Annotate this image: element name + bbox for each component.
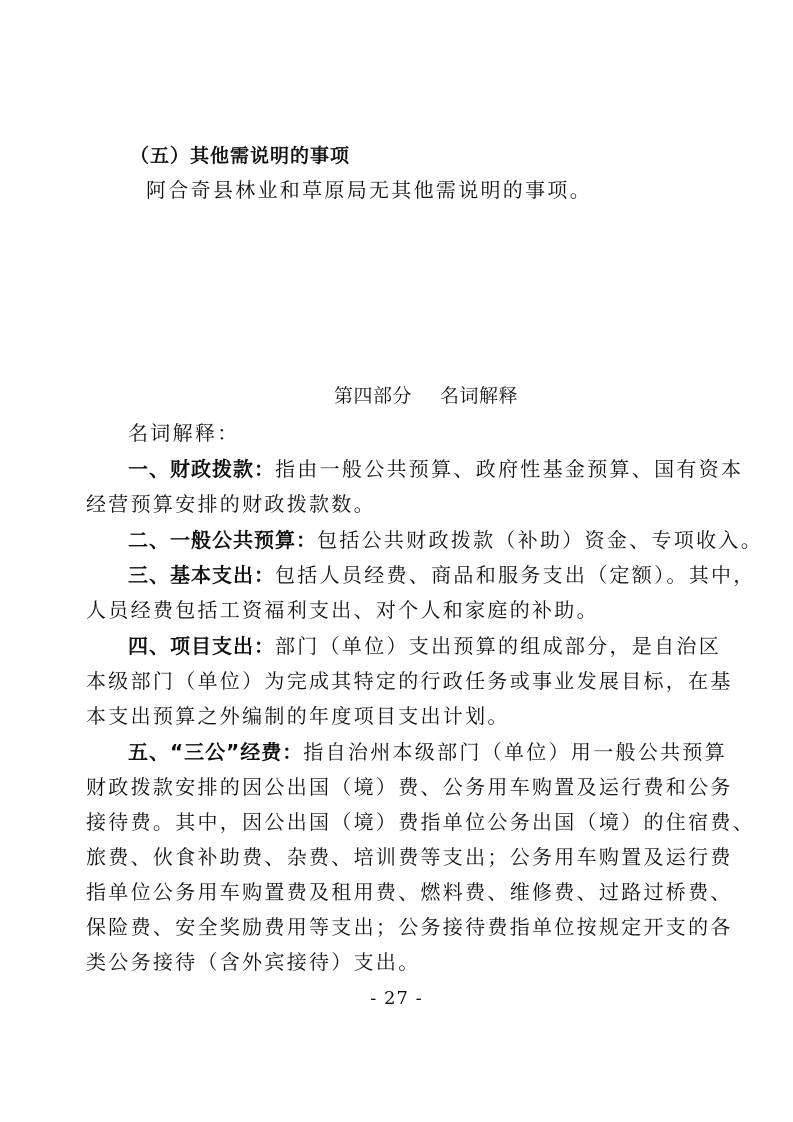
glossary-term-text: 本支出预算之外编制的年度项目支出计划。 <box>86 704 510 728</box>
glossary-term-label: 四、项目支出： <box>128 634 275 658</box>
section-body: 阿合奇县林业和草原局无其他需说明的事项。 <box>146 178 592 202</box>
glossary-term-text: 指由一般公共预算、政府性基金预算、国有资本 <box>275 457 744 481</box>
glossary-term-text: 财政拨款安排的因公出国（境）费、公务用车购置及运行费和公务 <box>86 775 733 799</box>
glossary-term-text: 经营预算安排的财政拨款数。 <box>86 492 376 516</box>
glossary-term-text: 本级部门（单位）为完成其特定的行政任务或事业发展目标，在基 <box>86 669 733 693</box>
glossary-term-line <box>128 455 743 483</box>
glossary-term-text: 指单位公务用车购置费及租用费、燃料费、维修费、过路过桥费、 <box>86 880 733 904</box>
part-title-number: 第四部分 <box>334 385 413 407</box>
glossary-term-label: 三、基本支出： <box>128 563 275 587</box>
glossary-term-text: 包括人员经费、商品和服务支出（定额）。其中， <box>275 563 756 587</box>
glossary-term-line <box>128 526 763 554</box>
glossary-term-label: 五、“三公”经费： <box>128 740 304 764</box>
section-heading: （五）其他需说明的事项 <box>130 145 351 167</box>
glossary-term-text: 保险费、安全奖励费用等支出；公务接待费指单位按规定开支的各 <box>86 915 733 939</box>
glossary-term-line <box>128 561 756 589</box>
glossary-term-text: 接待费。其中，因公出国（境）费指单位公务出国（境）的住宿费、 <box>86 810 755 834</box>
page-number: - 27 - <box>370 988 423 1009</box>
part-title-text: 名词解释 <box>440 385 519 407</box>
glossary-term-text: 旅费、伙食补助费、杂费、培训费等支出；公务用车购置及运行费 <box>86 845 733 869</box>
glossary-term-line <box>128 632 721 660</box>
glossary-term-line <box>128 738 727 766</box>
glossary-term-text: 部门（单位）支出预算的组成部分，是自治区 <box>275 634 721 658</box>
glossary-term-label: 二、一般公共预算： <box>128 528 317 552</box>
glossary-term-text: 人员经费包括工资福利支出、对个人和家庭的补助。 <box>86 598 599 622</box>
glossary-intro: 名词解释： <box>128 421 240 445</box>
part-title <box>334 382 518 410</box>
glossary-term-text: 指自治州本级部门（单位）用一般公共预算 <box>303 740 727 764</box>
glossary-term-label: 一、财政拨款： <box>128 457 275 481</box>
glossary-term-text: 包括公共财政拨款（补助）资金、专项收入。 <box>317 528 763 552</box>
glossary-term-text: 类公务接待（含外宾接待）支出。 <box>86 950 421 974</box>
